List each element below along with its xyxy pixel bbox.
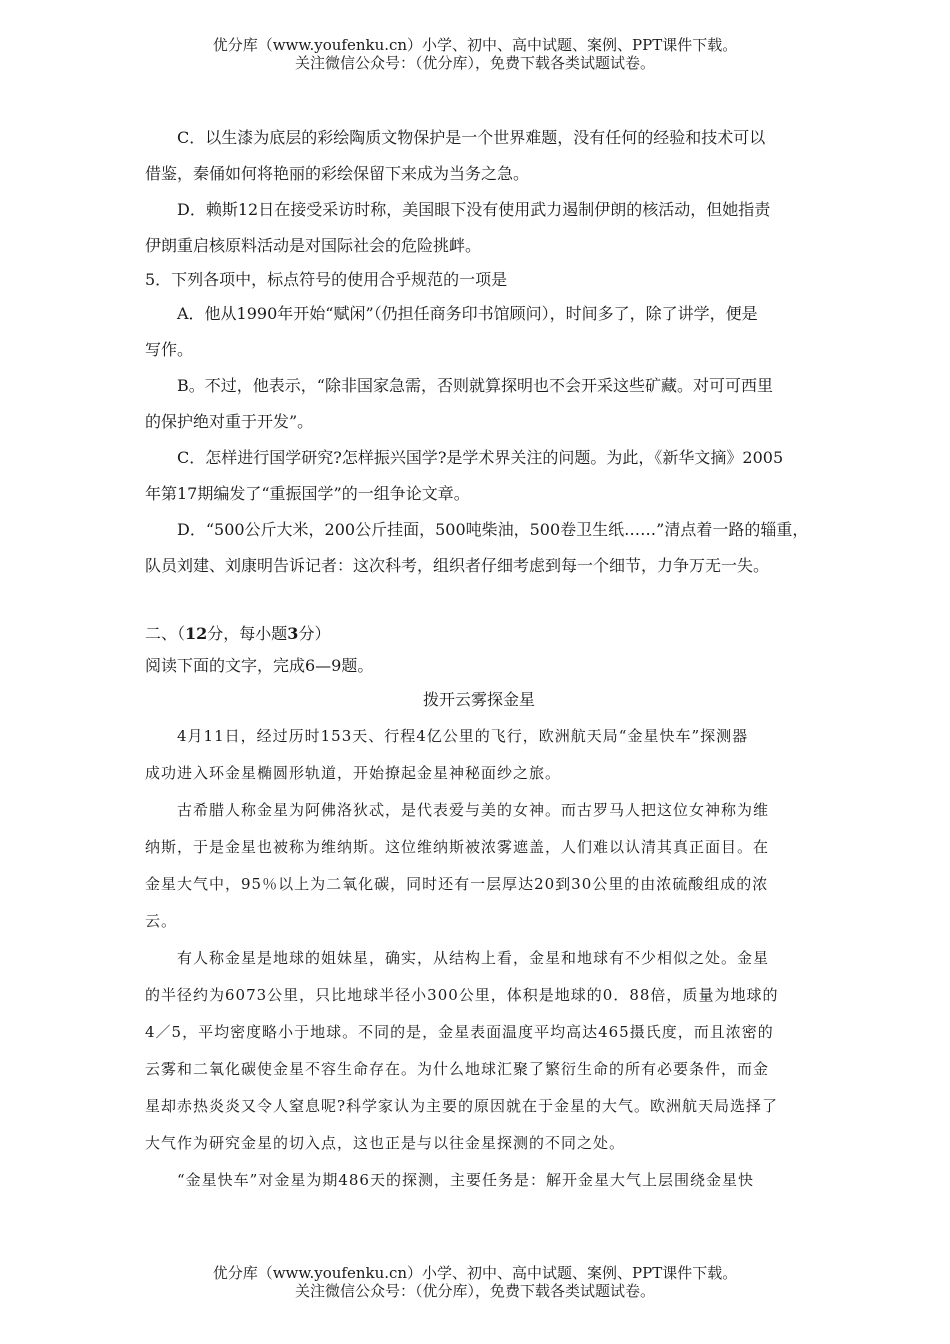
section-2-score: 12 <box>185 624 208 643</box>
passage-line: 云。 <box>145 912 178 930</box>
passage-line: 古希腊人称金星为阿佛洛狄忒，是代表爱与美的女神。而古罗马人把这位女神称为维 <box>177 801 770 819</box>
section-2-instruction: 阅读下面的文字，完成6—9题。 <box>145 656 374 675</box>
section-2-prefix: 二、（ <box>145 624 186 643</box>
q4-option-c-line-2: 借鉴，秦俑如何将艳丽的彩绘保留下来成为当务之急。 <box>145 164 530 183</box>
section-2-each-score: 3 <box>287 624 299 643</box>
q5-option-a-line-2: 写作。 <box>145 340 194 359</box>
passage-line: 大气作为研究金星的切入点，这也正是与以往金星探测的不同之处。 <box>145 1134 626 1152</box>
q4-option-d-line-1: D．赖斯12日在接受采访时称，美国眼下没有使用武力遏制伊朗的核活动，但她指责 <box>177 200 771 219</box>
footer-line-2: 关注微信公众号：（优分库），免费下载各类试题试卷。 <box>294 1282 655 1300</box>
passage-line: 有人称金星是地球的姐妹星，确实，从结构上看，金星和地球有不少相似之处。金星 <box>177 949 770 967</box>
passage-line: 的半径约为6073公里，只比地球半径小300公里，体积是地球的0．88倍，质量为地球的 <box>145 986 779 1004</box>
q4-option-c-line-1: C．以生漆为底层的彩绘陶质文物保护是一个世界难题，没有任何的经验和技术可以 <box>177 128 766 147</box>
header-line-2: 关注微信公众号：（优分库），免费下载各类试题试卷。 <box>294 54 655 72</box>
passage-line: 金星大气中，95％以上为二氧化碳，同时还有一层厚达20到30公里的由浓硫酸组成的浓 <box>145 875 769 893</box>
q5-option-b-line-2: 的保护绝对重于开发”。 <box>145 412 314 431</box>
passage-body <box>145 718 813 1199</box>
header-line-1: 优分库（www.youfenku.cn）小学、初中、高中试题、案例、PPT课件下载。 <box>212 36 738 54</box>
q5-stem: 5．下列各项中，标点符号的使用合乎规范的一项是 <box>145 270 508 289</box>
page-footer <box>0 1264 950 1300</box>
section-2-mid: 分，每小题 <box>207 624 288 643</box>
passage-title: 拨开云雾探金星 <box>422 690 535 709</box>
q5-option-d-line-2: 队员刘建、刘康明告诉记者：这次科考，组织者仔细考虑到每一个细节，力争万无一失。 <box>145 556 770 575</box>
passage-line: 纳斯，于是金星也被称为维纳斯。这位维纳斯被浓雾遮盖，人们难以认清其真正面目。在 <box>145 838 770 856</box>
passage-line: 4／5，平均密度略小于地球。不同的是，金星表面温度平均高达465摄氏度，而且浓密的 <box>145 1023 774 1041</box>
section-2-heading <box>145 618 813 650</box>
passage-line: 成功进入环金星椭圆形轨道，开始撩起金星神秘面纱之旅。 <box>145 764 562 782</box>
q5-option-a-line-1: A．他从1990年开始“赋闲”（仍担任商务印书馆顾问），时间多了，除了讲学，便是 <box>177 304 758 323</box>
q5-option-c-line-2: 年第17期编发了“重振国学”的一组争论文章。 <box>145 484 470 503</box>
q5-option-d-line-1: D．“500公斤大米，200公斤挂面，500吨柴油，500卷卫生纸……”清点着一路的辎重， <box>177 520 809 539</box>
document-body <box>145 120 813 1199</box>
passage-line: “金星快车”对金星为期486天的探测，主要任务是：解开金星大气上层围绕金星快 <box>177 1171 754 1189</box>
page-header <box>0 36 950 72</box>
passage-line: 云雾和二氧化碳使金星不容生命存在。为什么地球汇聚了繁衍生命的所有必要条件，而金 <box>145 1060 770 1078</box>
q4-option-d-line-2: 伊朗重启核原料活动是对国际社会的危险挑衅。 <box>145 236 482 255</box>
passage-line: 4月11日，经过历时153天、行程4亿公里的飞行，欧洲航天局“金星快车”探测器 <box>177 727 749 745</box>
section-2-suffix: 分） <box>298 624 331 643</box>
q5-option-b-line-1: B。不过，他表示，“除非国家急需，否则就算探明也不会开采这些矿藏。对可可西里 <box>177 376 773 395</box>
passage-line: 星却赤热炎炎又令人窒息呢?科学家认为主要的原因就在于金星的大气。欧洲航天局选择了 <box>145 1097 779 1115</box>
footer-line-1: 优分库（www.youfenku.cn）小学、初中、高中试题、案例、PPT课件下载。 <box>212 1264 738 1282</box>
q5-option-c-line-1: C．怎样进行国学研究?怎样振兴国学?是学术界关注的问题。为此，《新华文摘》2005 <box>177 448 784 467</box>
